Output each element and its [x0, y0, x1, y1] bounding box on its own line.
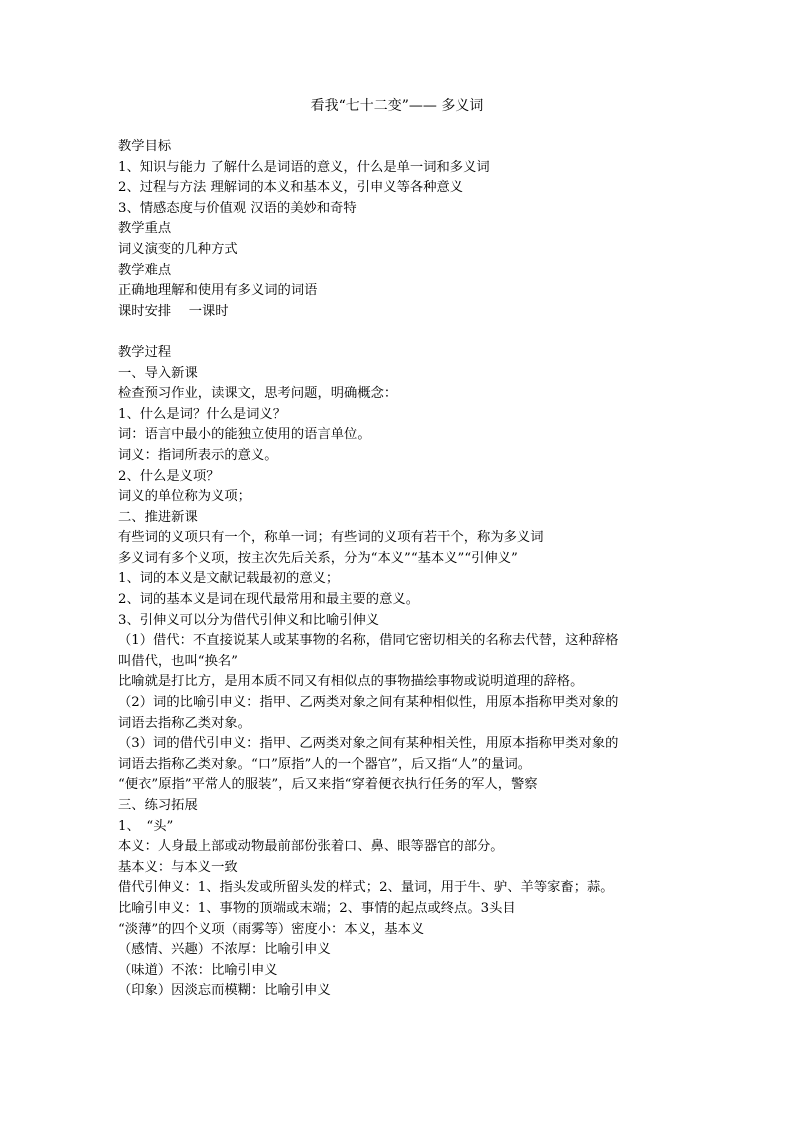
text-line: 有些词的义项只有一个，称单一词；有些词的义项有若干个，称为多义词	[118, 530, 544, 546]
text-line: 三、练习拓展	[118, 798, 198, 813]
document-body	[118, 137, 678, 1002]
text-line: “淡薄”的四个义项（雨雾等）密度小：本义，基本义	[118, 921, 425, 937]
text-line: 本义：人身最上部或动物最前部份张着口、鼻、眼等器官的部分。	[118, 839, 504, 855]
text-line: 二、推进新课	[118, 509, 198, 525]
text-line: 教学难点	[118, 262, 172, 278]
text-line: 1、什么是词？什么是词义？	[118, 406, 287, 422]
text-line: 借代引伸义：1、指头发或所留头发的样式；2、量词，用于牛、驴、羊等家畜；蒜。	[118, 880, 614, 896]
text-line: 词：语言中最小的能独立使用的语言单位。	[118, 427, 371, 443]
text-line: 2、过程与方法 理解词的本义和基本义，引申义等各种意义	[118, 180, 464, 196]
text-line: 教学过程	[118, 344, 172, 360]
text-line: 3、情感态度与价值观 汉语的美妙和奇特	[118, 200, 357, 216]
text-line: 检查预习作业，读课文，思考问题，明确概念：	[118, 386, 398, 402]
text-line: 1、知识与能力 了解什么是词语的意义，什么是单一词和多义词	[118, 159, 490, 175]
text-line: 比喻引申义：1、事物的顶端或末端；2、事情的起点或终点。3头目	[118, 900, 516, 916]
text-line: 多义词有多个义项，按主次先后关系，分为“本义”“基本义”“引伸义”	[118, 550, 518, 566]
text-line: 词义的单位称为义项；	[118, 489, 251, 505]
text-line: 基本义：与本义一致	[118, 859, 238, 875]
text-line: 教学目标	[118, 139, 172, 154]
text-line: 比喻就是打比方，是用本质不同又有相似点的事物描绘事物或说明道理的辞格。	[118, 674, 584, 690]
text-line: 3、引伸义可以分为借代引伸义和比喻引伸义	[118, 612, 380, 628]
document-title: 看我“七十二变”—— 多义词	[310, 98, 484, 114]
text-line: （2）词的比喻引申义：指甲、乙两类对象之间有某种相似性，用原本指称甲类对象的	[118, 695, 619, 711]
text-line: 词义：指词所表示的意义。	[118, 447, 278, 463]
text-line: （感情、兴趣）不浓厚：比喻引申义	[118, 942, 331, 958]
text-line: （味道）不浓：比喻引申义	[118, 962, 278, 978]
text-line: 课时安排 一课时	[118, 303, 229, 319]
text-line: 一、导入新课	[118, 365, 198, 381]
text-line: （印象）因淡忘而模糊：比喻引申义	[118, 983, 331, 999]
text-line: 1、 “头”	[118, 818, 174, 834]
text-line: 词语去指称乙类对象。	[118, 715, 251, 731]
text-line	[118, 322, 678, 343]
text-line: 词语去指称乙类对象。“口”原指”人的一个器官”，后又指“人”的量词。	[118, 756, 532, 772]
text-line: 正确地理解和使用有多义词的词语	[118, 283, 318, 299]
text-line: （1）借代：不直接说某人或某事物的名称，借同它密切相关的名称去代替，这种辞格	[118, 633, 619, 649]
text-line: 1、词的本义是文献记载最初的意义；	[118, 571, 340, 587]
text-line: 2、什么是义项？	[118, 468, 220, 484]
text-line: 词义演变的几种方式	[118, 241, 238, 257]
text-line: 教学重点	[118, 221, 172, 237]
text-line: “便衣”原指”平常人的服装”，后又来指“穿着便衣执行任务的军人，警察	[118, 777, 538, 793]
text-line: 2、词的基本义是词在现代最常用和最主要的意义。	[118, 592, 419, 608]
text-line: （3）词的借代引申义：指甲、乙两类对象之间有某种相关性，用原本指称甲类对象的	[118, 736, 619, 752]
text-line: 叫借代，也叫“换名”	[118, 653, 238, 669]
